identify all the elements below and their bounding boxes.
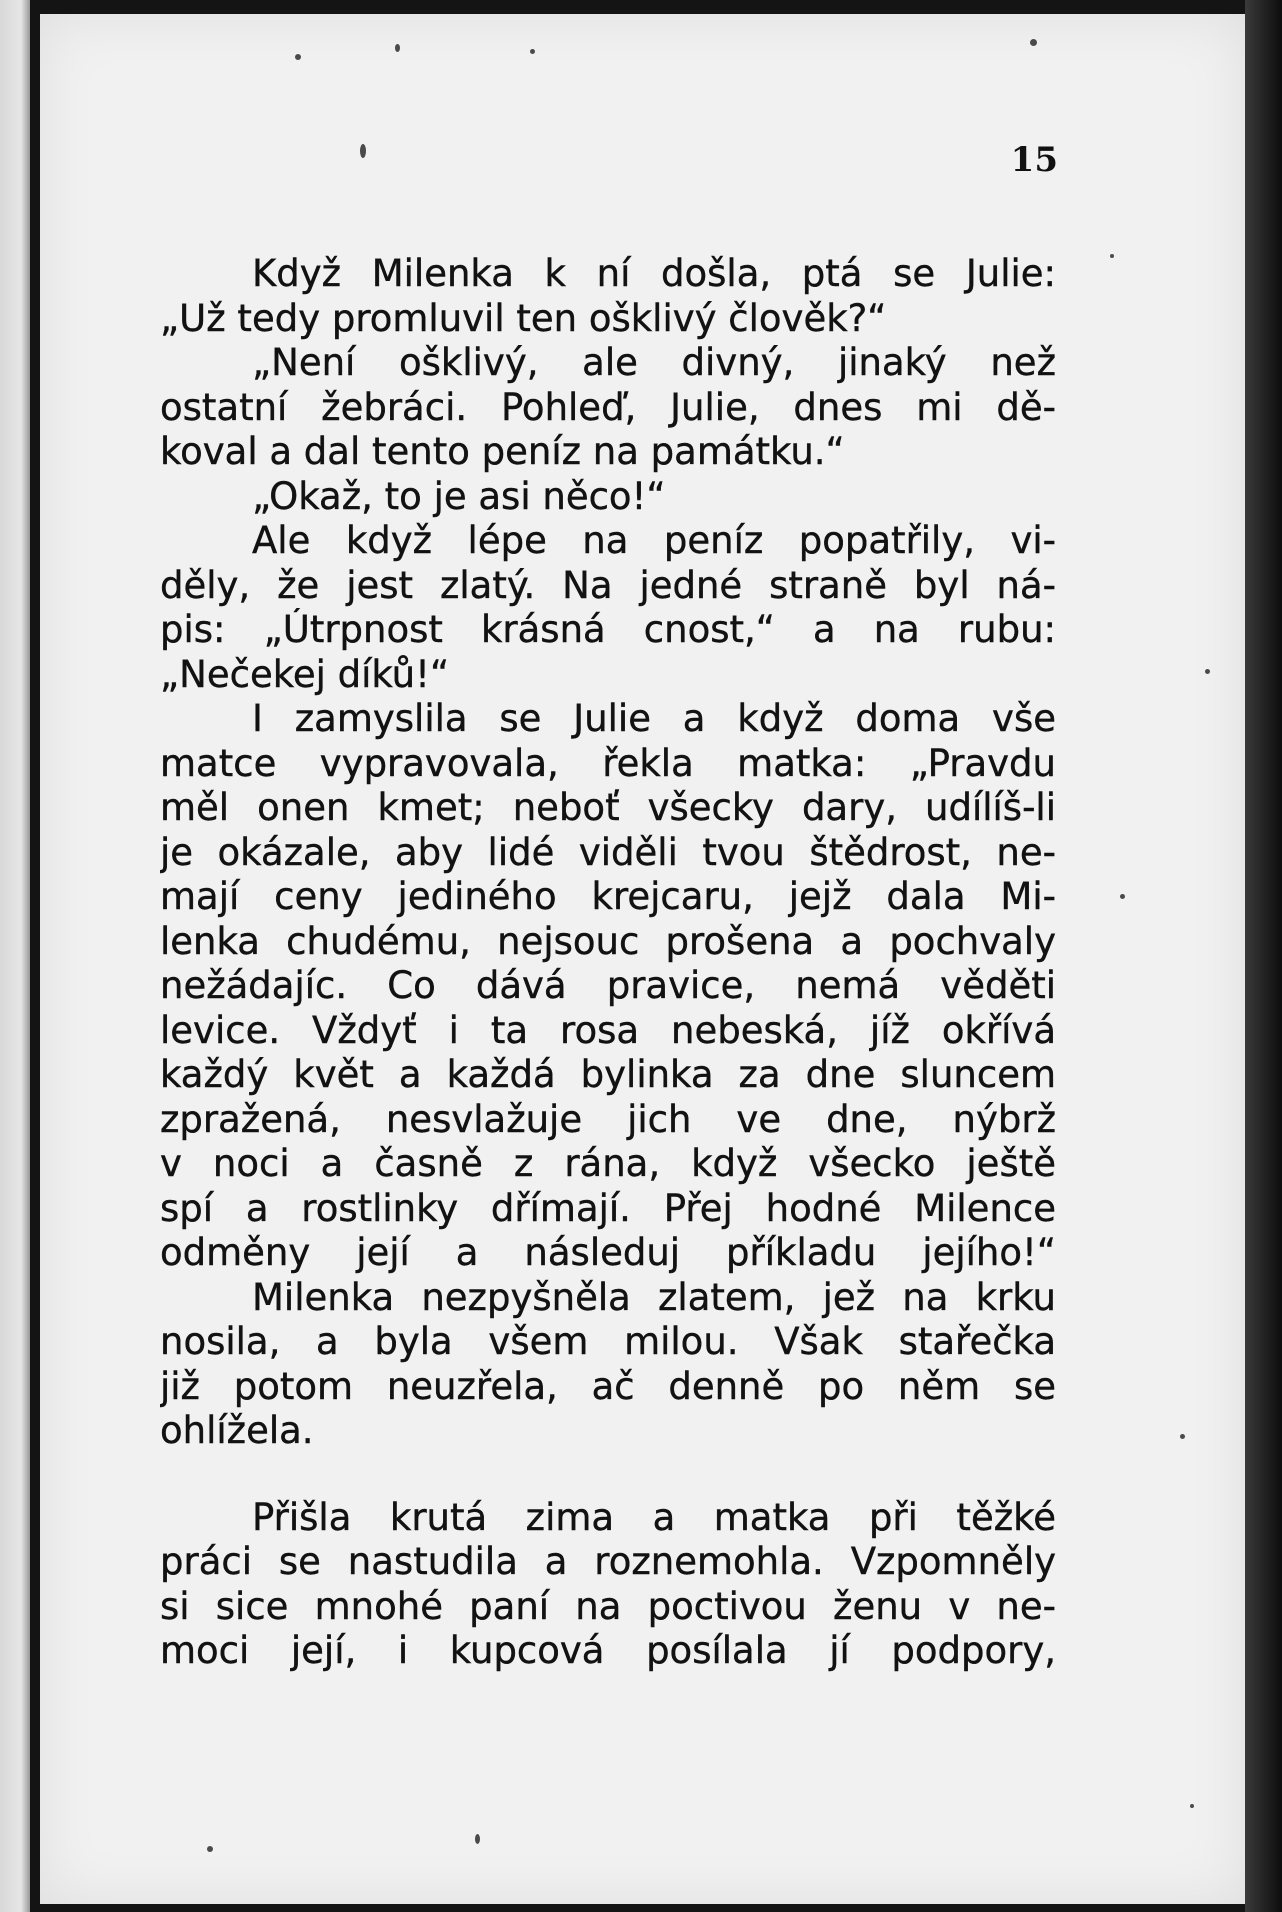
- print-speck: [295, 54, 301, 60]
- text-line: je okázale, aby lidé viděli tvou štědrost, ne-: [160, 830, 1056, 874]
- print-speck: [207, 1846, 213, 1852]
- text-line: již potom neuzřela, ač denně po něm se: [160, 1364, 1056, 1408]
- text-line: Přišla krutá zima a matka při těžké: [252, 1495, 1056, 1539]
- text-line: Ale když lépe na peníz popatřily, vi-: [252, 519, 1056, 562]
- print-speck: [475, 1834, 480, 1844]
- text-line: každý květ a každá bylinka za dne sluncem: [160, 1053, 1056, 1096]
- body-text: [160, 252, 1056, 1674]
- text-line: měl onen kmet; neboť všecky dary, udílíš-li: [160, 786, 1056, 829]
- print-speck: [530, 49, 535, 54]
- print-speck: [1205, 669, 1210, 674]
- text-line: I zamyslila se Julie a když doma vše: [252, 697, 1056, 740]
- text-line: děly, že jest zlatý. Na jedné straně byl ná-: [160, 563, 1056, 607]
- text-line: zpražená, nesvlažuje jich ve dne, nýbrž: [160, 1097, 1056, 1141]
- print-speck: [1180, 1434, 1185, 1439]
- text-line: nosila, a byla všem milou. Však stařečka: [160, 1320, 1056, 1363]
- text-line: spí a rostlinky dřímají. Přej hodné Milence: [160, 1186, 1056, 1230]
- text-line: si sice mnohé paní na poctivou ženu v ne-: [160, 1584, 1056, 1628]
- print-speck: [395, 44, 400, 52]
- text-line: matce vypravovala, řekla matka: „Pravdu: [160, 741, 1056, 785]
- text-line: ohlížela.: [160, 1409, 314, 1452]
- page-number: 15: [1010, 140, 1058, 180]
- text-line: „Nečekej díků!“: [160, 652, 450, 696]
- text-line: Když Milenka k ní došla, ptá se Julie:: [252, 252, 1056, 295]
- print-speck: [360, 144, 366, 158]
- print-speck: [1120, 894, 1125, 899]
- print-speck: [1030, 39, 1037, 46]
- text-line: moci její, i kupcová posílala jí podpory,: [160, 1629, 1056, 1672]
- text-line: práci se nastudila a roznemohla. Vzpomněly: [160, 1540, 1056, 1583]
- text-line: levice. Vždyť i ta rosa nebeská, jíž okřívá: [160, 1008, 1056, 1052]
- book-binding-edge: [1245, 0, 1282, 1912]
- text-line: koval a dal tento peníz na památku.“: [160, 430, 845, 473]
- paragraph-gap: [160, 1454, 1056, 1496]
- text-line: „Okaž, to je asi něco!“: [252, 474, 666, 518]
- text-line: odměny její a následuj příkladu jejího!“: [160, 1231, 1056, 1274]
- text-line: lenka chudému, nejsouc prošena a pochvaly: [160, 919, 1056, 963]
- text-line: v noci a časně z rána, když všecko ještě: [160, 1142, 1056, 1185]
- text-line: nežádajíc. Co dává pravice, nemá věděti: [160, 964, 1056, 1007]
- text-line: ostatní žebráci. Pohleď, Julie, dnes mi dě-: [160, 385, 1056, 429]
- text-line: pis: „Útrpnost krásná cnost,“ a na rubu:: [160, 608, 1056, 651]
- previous-page-edge: [0, 0, 30, 1912]
- text-line: mají ceny jediného krejcaru, jejž dala Mi-: [160, 875, 1056, 918]
- text-line: Milenka nezpyšněla zlatem, jež na krku: [252, 1275, 1056, 1319]
- print-speck: [1110, 254, 1114, 258]
- print-speck: [1190, 1804, 1194, 1808]
- text-line: „Není ošklivý, ale divný, jinaký než: [252, 341, 1056, 384]
- text-line: „Už tedy promluvil ten ošklivý člověk?“: [160, 296, 887, 340]
